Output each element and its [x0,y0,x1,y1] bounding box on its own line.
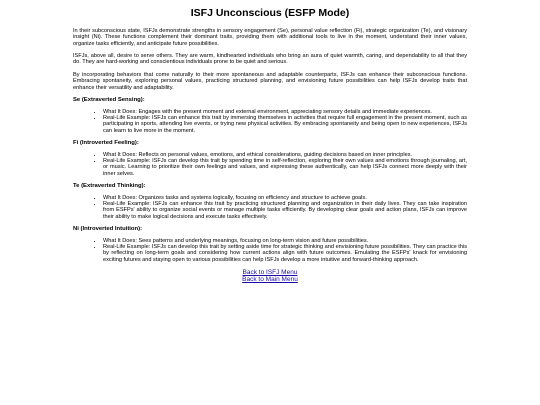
list-item: • Real-Life Example: ISFJs can develop this trait by setting aside time for strategic thinking and envisioning future possibilities. They can practice this by reflecting on long-term goals and considering how current actions align with future outcomes. Emulating the ESFPs' knack for envisioning exciting futures and staying open to various possibilities can help ISFJs develop a more intuitive and forward-thinking approach. [103,244,467,263]
list-item: • What It Does: Reflects on personal values, emotions, and ethical considerations, guiding decisions based on inner principles. [103,152,467,158]
intro-paragraph: In their subconscious state, ISFJs demonstrate strengths in sensory engagement (Se), personal value reflection (Fi), strategic organization (Te), and visionary insight (Ni). These functions complement their dominant traits, providing them with additional tools to live in the moment, understand their inner values, organize tasks efficiently, and anticipate future possibilities. [73,28,467,47]
list-item: • Real-Life Example: ISFJs can develop this trait by spending time in self-reflection, exploring their own values and emotions through journaling, art, or music. Learning to prioritize their own feelings and values, and expressing these authentically, can help ISFJs connect more deeply with their inner selves. [103,158,467,177]
section-heading-te: Te (Extraverted Thinking): [73,183,146,190]
list-item: • Real-Life Example: ISFJs can enhance this trait by immersing themselves in activities that require full engagement in the present moment, such as participating in sports, attending live events, or trying new physical activities. By embracing spontaneity and being open to new experiences, ISFJs can learn to live more in the moment. [103,115,467,134]
section-heading-se: Se (Extraverted Sensing): [73,97,145,104]
section-heading-ni: Ni (Introverted Intuition): [73,226,143,233]
section-heading-fi: Fi (Introverted Feeling): [73,140,139,147]
list-item: • Real-Life Example: ISFJs can enhance this trait by practicing structured planning and organization in their daily lives. They can take inspiration from ESFPs' ability to organize social events or manage multiple tasks efficiently. By developing clear goals and action plans, ISFJs can improve their ability to make logical decisions and execute tasks effectively. [103,201,467,220]
intro-paragraph: ISFJs, above all, desire to serve others. They are warm, kindhearted individuals who bring an aura of quiet warmth, caring, and dependability to all that they do. They are hard-working and conscientious individuals prone to be quiet and serious. [73,53,467,66]
list-item: • What It Does: Organizes tasks and systems logically, focusing on efficiency and structure to achieve goals. [103,195,467,201]
section-list-ni [73,238,467,263]
back-to-isfj-menu-link[interactable]: Back to ISFJ Menu [242,269,298,277]
section-list-te [73,195,467,220]
intro-paragraph: By incorporating behaviors that come naturally to their more spontaneous and adaptable counterparts, ISFJs can enhance their subconscious functions. Embracing spontaneity, exploring personal values, practicing structured planning, and envisioning future possibilities can help ISFJs develop traits that enhance their versatility and adaptability. [73,72,467,91]
section-list-fi [73,152,467,177]
list-item: • What It Does: Engages with the present moment and external environment, appreciating sensory details and immediate experiences. [103,109,467,115]
navigation-links [73,269,467,283]
section-list-se [73,109,467,134]
list-item: • What It Does: Sees patterns and underlying meanings, focusing on long-term vision and future possibilities. [103,238,467,244]
back-to-main-menu-link[interactable]: Back to Main Menu [242,276,298,284]
page-content [73,0,467,283]
page-title: ISFJ Unconscious (ESFP Mode) [190,7,350,19]
